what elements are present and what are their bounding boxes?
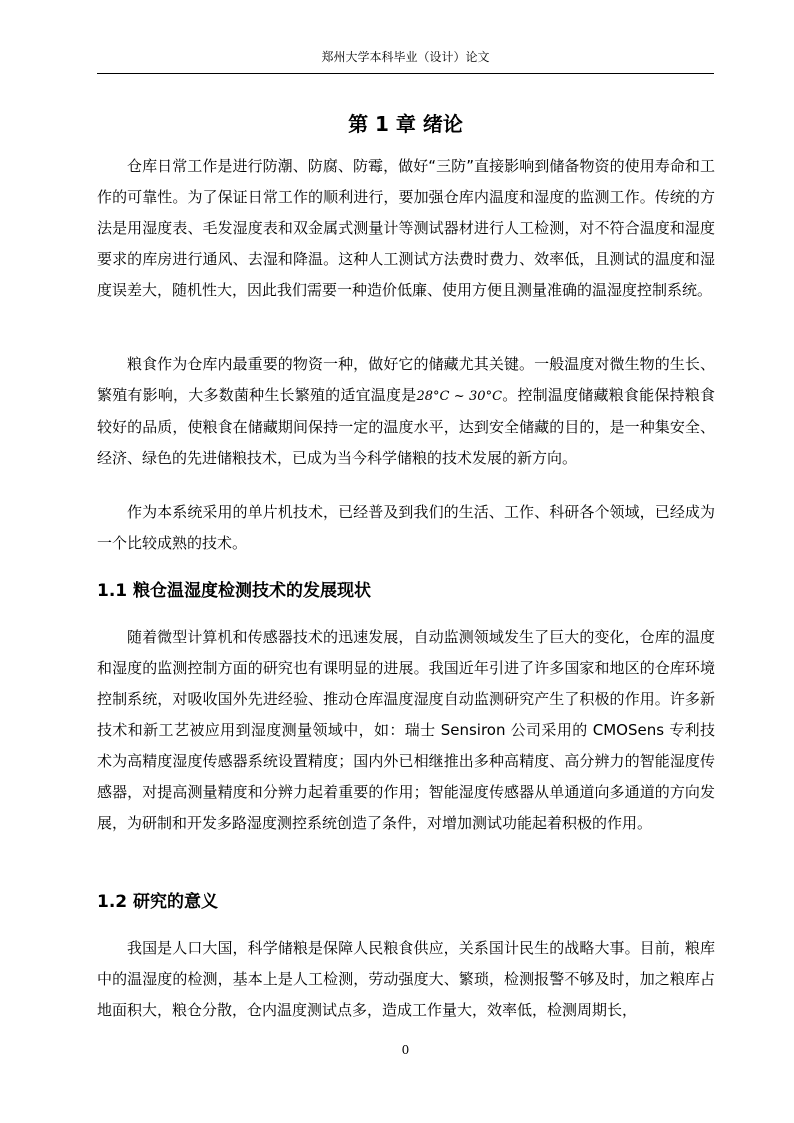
paragraph-significance: 我国是人口大国，科学储粮是保障人民粮食供应，关系国计民生的战略大事。目前，粮库中的温湿度的检测，基本上是人工检测，劳动强度大、繁琐，检测报警不够及时，加之粮库占地面积大，粮仓分散，仓内温度测试点多，造成工作量大，效率低，检测周期长， <box>97 939 715 1019</box>
paragraph-intro: 仓库日常工作是进行防潮、防腐、防霉，做好“三防”直接影响到储备物资的使用寿命和工作的可靠性。为了保证日常工作的顺利进行，要加强仓库内温度和湿度的监测工作。传统的方法是用湿度表、毛发湿度表和双金属式测量计等测试器材进行人工检测，对不符合温度和湿度要求的库房进行通风、去湿和降温。这种人工测试方法费时费力、效率低，且测试的温度和湿度误差大，随机性大，因此我们需要一种造价低廉、使用方便且测量准确的温湿度控制系统。 <box>97 157 715 299</box>
page-number: 0 <box>401 1043 410 1057</box>
paragraph-development: 随着微型计算机和传感器技术的迅速发展，自动监测领域发生了巨大的变化，仓库的温度和湿度的监测控制方面的研究也有课明显的进展。我国近年引进了许多国家和地区的仓库环境控制系统，对吸收国外先进经验、推动仓库温度湿度自动监测研究产生了积极的作用。许多新技术和新工艺被应用到湿度测量领域中，如：瑞士 Sensiron 公司采用的 CMOSens 专利技术为高精度湿度传感器系统设置精度；国内外已相继推出多种高精度、高分辨力的智能湿度传感器，对提高测量精度和分辨力起着重要的作用；智能湿度传感器从单通道向多通道的方向发展，为研制和开发多路湿度测控系统创造了条件，对增加测试功能起着积极的作用。 <box>97 628 715 832</box>
chapter-title: 第 1 章 绪论 <box>348 112 463 136</box>
paragraph-mcu: 作为本系统采用的单片机技术，已经普及到我们的生活、工作、科研各个领域，已经成为一个比较成熟的技术。 <box>97 503 715 552</box>
paragraph-text: 粮食作为仓库内最重要的物资一种，做好它的储藏尤其关键。一般温度对微生物的生长、繁殖有影响，大多数菌种生长繁殖的适宜温度是 <box>97 355 715 404</box>
section-heading-1-2: 1.2 研究的意义 <box>97 892 219 912</box>
running-header: 郑州大学本科毕业（设计）论文 <box>97 50 714 74</box>
paragraph-grain-storage <box>97 349 715 474</box>
temperature-range: 28°C ~ 30°C <box>416 389 503 404</box>
section-heading-1-1: 1.1 粮仓温湿度检测技术的发展现状 <box>97 581 372 601</box>
paragraph-text: 。控制温度储藏粮食能保持粮食较好的品质，使粮食在储藏期间保持一定的温度水平，达到安全储藏的目的，是一种集安全、经济、绿色的先进储粮技术，已成为当今科学储粮的技术发展的新方向。 <box>97 386 715 467</box>
